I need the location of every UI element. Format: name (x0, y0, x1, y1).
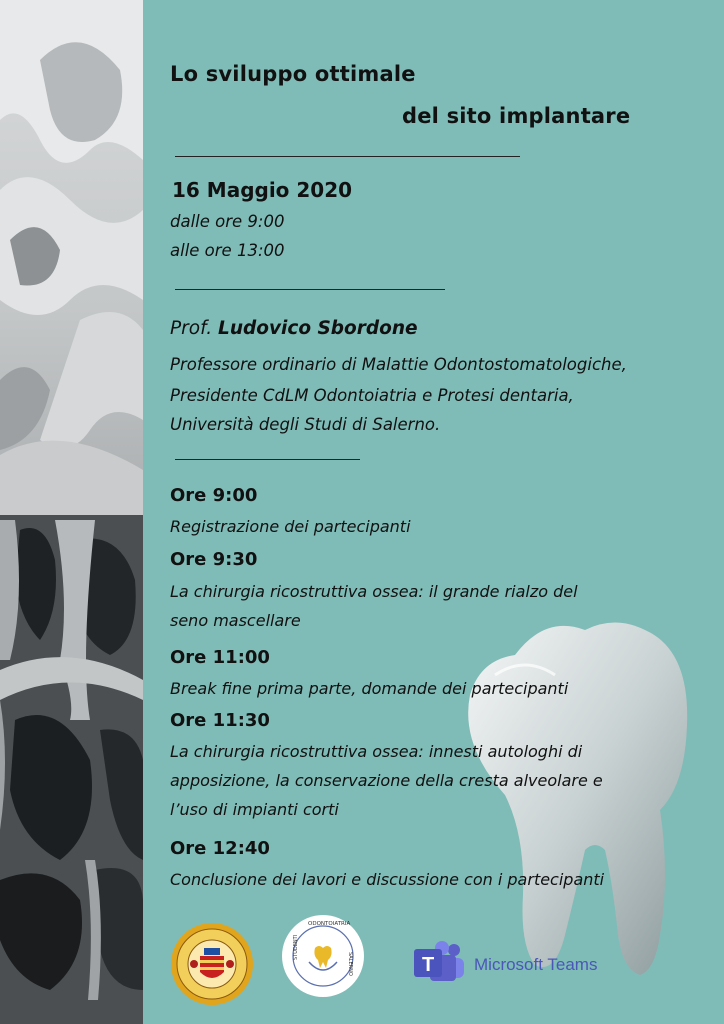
program-time: Ore 9:00 (170, 485, 258, 506)
program-description: Conclusione dei lavori e discussione con i partecipanti (170, 870, 605, 889)
microsoft-teams-label: Microsoft Teams (474, 955, 598, 974)
microsoft-teams-icon (412, 941, 468, 985)
program-description: Registrazione dei partecipanti (170, 517, 411, 536)
divider (175, 156, 520, 157)
bone-texture-image (0, 0, 143, 1024)
program-time: Ore 11:30 (170, 710, 270, 731)
program-description: seno mascellare (170, 611, 301, 630)
speaker-name: Prof. Ludovico Sbordone (170, 318, 418, 339)
divider (175, 289, 445, 290)
program-description: apposizione, la conservazione della cresta alveolare e (170, 771, 603, 790)
tooth-illustration (455, 615, 700, 985)
event-date: 16 Maggio 2020 (172, 178, 353, 202)
divider (175, 459, 360, 460)
program-time: Ore 9:30 (170, 549, 258, 570)
students-logo-top-label: ODONTOIATRIA (308, 921, 351, 927)
program-description: l’uso di impianti corti (170, 800, 339, 819)
teams-glyph: T (422, 954, 435, 976)
event-end-time: alle ore 13:00 (170, 241, 285, 260)
speaker-role: Università degli Studi di Salerno. (170, 415, 441, 434)
university-seal-logo (170, 922, 254, 1006)
speaker-role: Professore ordinario di Malattie Odontostomatologiche, (170, 355, 627, 374)
students-logo-right-label: SALERNO (347, 952, 353, 976)
title-line-2: del sito implantare (402, 104, 631, 128)
title-line-1: Lo sviluppo ottimale (170, 62, 416, 86)
event-start-time: dalle ore 9:00 (170, 212, 285, 231)
program-time: Ore 12:40 (170, 838, 270, 859)
program-description: La chirurgia ricostruttiva ossea: il grande rialzo del (170, 582, 578, 601)
program-description: La chirurgia ricostruttiva ossea: innesti autologhi di (170, 742, 583, 761)
students-odontoiatria-logo (281, 914, 365, 998)
program-time: Ore 11:00 (170, 647, 270, 668)
program-description: Break fine prima parte, domande dei partecipanti (170, 679, 569, 698)
students-logo-left-label: STUDENTI (293, 934, 299, 960)
speaker-role: Presidente CdLM Odontoiatria e Protesi dentaria, (170, 386, 574, 405)
